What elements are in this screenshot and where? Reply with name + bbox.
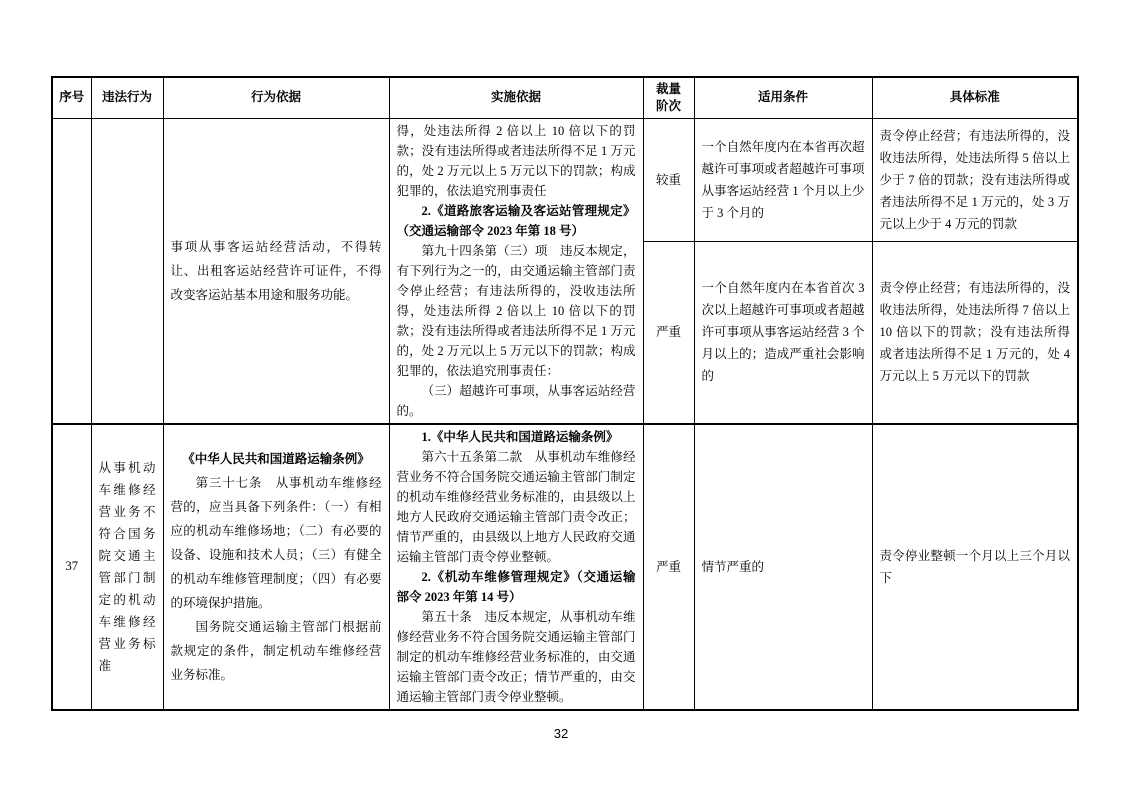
violation-text: 从事机动车维修经营业务不符合国务院交通主管部门制定的机动车维修经营业务标准	[98, 460, 156, 673]
basis-paragraph: 事项从事客运站经营活动，不得转让、出租客运站经营许可证件，不得改变客运站基本用途和服务功能。	[170, 239, 382, 302]
header-specific-standard: 具体标准	[872, 77, 1078, 118]
row36-implementation-basis-cell	[389, 118, 643, 424]
row36-subrow-moderate	[52, 118, 1078, 242]
standard-text: 责令停止经营；有违法所得的，没收违法所得，处违法所得 5 倍以上少于 7 倍的罚款；没有违法所得或者违法所得不足 1 万元的，处 3 万元以上少于 4 万元的罚款	[879, 128, 1070, 231]
row36-sub1-level-cell: 较重	[643, 118, 694, 242]
impl-paragraph: 第六十五条第二款 从事机动车维修经营业务不符合国务院交通运输主管部门制定的机动车维修经营业务标准的，由县级以上地方人民政府交通运输主管部门责令改正；情节严重的，由县级以上地方人民政府交通运输主管部门责令停业整顿。	[396, 449, 636, 564]
row36-sub2-standard-cell	[872, 242, 1078, 424]
header-violation: 违法行为	[91, 77, 163, 118]
header-seq: 序号	[52, 77, 91, 118]
impl-paragraph: 第五十条 违反本规定，从事机动车维修经营业务不符合国务院交通运输主管部门制定的机动车维修经营业务标准的，由交通运输主管部门责令改正；情节严重的，由交通运输主管部门责令停业整顿。	[396, 609, 636, 704]
row36-sub1-standard-cell	[872, 118, 1078, 242]
row37-violation-cell	[91, 424, 163, 710]
impl-paragraph: （三）超越许可事项，从事客运站经营的。	[396, 383, 636, 418]
header-implementation-basis: 实施依据	[389, 77, 643, 118]
row36-seq-cell	[52, 118, 91, 424]
impl-paragraph: 得，处违法所得 2 倍以上 10 倍以下的罚款；没有违法所得或者违法所得不足 1 万元的，处 2 万元以上 5 万元以下的罚款；构成犯罪的，依法追究刑事责任	[396, 123, 636, 198]
row36-sub1-condition-cell	[694, 118, 872, 242]
basis-regulation-title: 《中华人民共和国道路运输条例》	[182, 451, 370, 466]
row36-behavior-basis-cell	[163, 118, 389, 424]
impl-paragraph: 第九十四条第（三）项 违反本规定，有下列行为之一的，由交通运输主管部门责令停止经营；有违法所得的，没收违法所得，处违法所得 2 倍以上 10 倍以下的罚款；没有违法所得或者违法所得不足 1 万元的，处 2 万元以上 5 万元以下的罚款；构成犯罪的，依法追究刑事责任：	[396, 243, 636, 378]
condition-text: 一个自然年度内在本省再次超越许可事项或者超越许可事项从事客运站经营 1 个月以上少于 3 个月的	[701, 139, 865, 220]
header-applicable-condition: 适用条件	[694, 77, 872, 118]
row37-seq-cell: 37	[52, 424, 91, 710]
table-header-row	[52, 77, 1078, 118]
header-behavior-basis: 行为依据	[163, 77, 389, 118]
impl-regulation-title: 1.《中华人民共和国道路运输条例》	[421, 429, 619, 444]
standard-text: 责令停止经营；有违法所得的，没收违法所得，处违法所得 7 倍以上 10 倍以下的罚款；没有违法所得或者违法所得不足 1 万元的，处 4 万元以上 5 万元以下的罚款	[879, 281, 1070, 384]
basis-paragraph: 国务院交通运输主管部门根据前款规定的条件，制定机动车维修经营业务标准。	[170, 619, 382, 682]
row37-standard-cell	[872, 424, 1078, 710]
row37	[52, 424, 1078, 710]
row36-sub2-level-cell: 严重	[643, 242, 694, 424]
header-discretion-level: 裁量阶次	[643, 77, 694, 118]
row37-level-cell: 严重	[643, 424, 694, 710]
basis-paragraph: 第三十七条 从事机动车维修经营的，应当具备下列条件：（一）有相应的机动车维修场地；（二）有必要的设备、设施和技术人员；（三）有健全的机动车维修管理制度；（四）有必要的环境保护措施。	[170, 475, 382, 610]
penalty-discretion-table	[51, 76, 1079, 711]
row36-violation-cell	[91, 118, 163, 424]
impl-regulation-title: 2.《道路旅客运输及客运站管理规定》（交通运输部令 2023 年第 18 号）	[396, 203, 636, 238]
row37-behavior-basis-cell	[163, 424, 389, 710]
impl-regulation-title: 2.《机动车维修管理规定》（交通运输部令 2023 年第 14 号）	[396, 569, 636, 604]
page-number: 32	[553, 726, 569, 741]
condition-text: 情节严重的	[701, 559, 765, 574]
row36-sub2-condition-cell	[694, 242, 872, 424]
row37-implementation-basis-cell	[389, 424, 643, 710]
condition-text: 一个自然年度内在本省首次 3 次以上超越许可事项或者超越许可事项从事客运站经营 3 个月以上的；造成严重社会影响的	[701, 281, 865, 384]
standard-text: 责令停业整顿一个月以上三个月以下	[879, 548, 1070, 585]
row37-condition-cell	[694, 424, 872, 710]
